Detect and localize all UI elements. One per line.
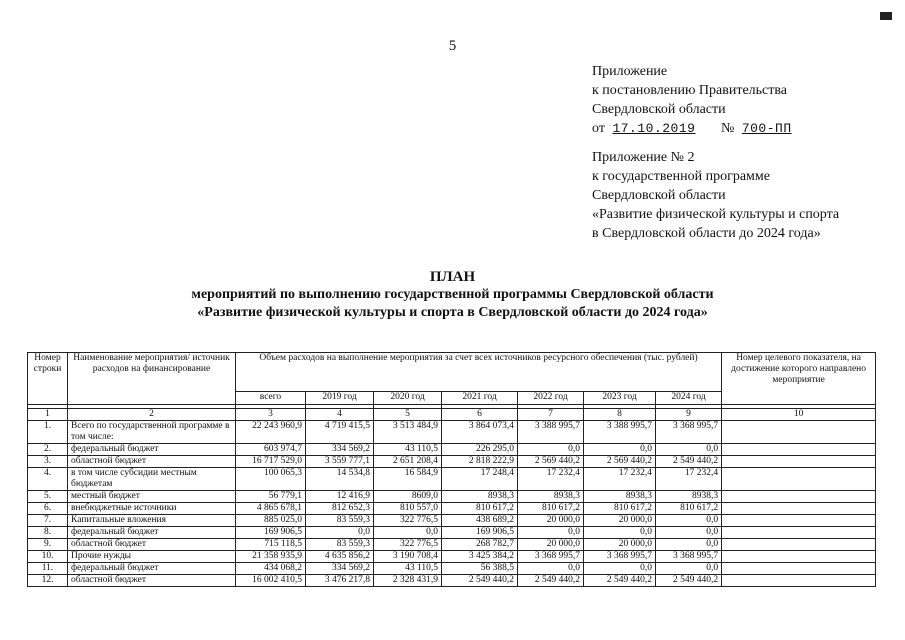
appendix-line: к постановлению Правительства	[592, 83, 788, 98]
year-2022-cell: 20 000,0	[518, 539, 584, 551]
year-2023-cell: 8938,3	[584, 491, 656, 503]
total-cell: 21 358 935,9	[236, 551, 306, 563]
table-row	[28, 551, 876, 563]
row-name-cell: областной бюджет	[68, 575, 236, 587]
row-number-cell: 10.	[28, 551, 68, 563]
appendix-line: Свердловской области	[592, 102, 726, 117]
year-2020-cell: 810 557,0	[374, 503, 442, 515]
table-row	[28, 468, 876, 491]
year-2019-cell: 334 569,2	[306, 444, 374, 456]
target-cell	[722, 551, 876, 563]
column-number-row	[28, 409, 876, 421]
row-name-cell: федеральный бюджет	[68, 527, 236, 539]
row-number-cell: 3.	[28, 456, 68, 468]
year-2024-cell: 17 232,4	[656, 468, 722, 491]
header-year-2022: 2022 год	[518, 392, 584, 405]
total-cell: 100 065,3	[236, 468, 306, 491]
header-volume: Объем расходов на выполнение мероприятия за счет всех источников ресурсного обеспечения (тыс. рублей)	[236, 353, 722, 392]
year-2020-cell: 43 110,5	[374, 444, 442, 456]
header-total: всего	[236, 392, 306, 405]
year-2023-cell: 0,0	[584, 444, 656, 456]
year-2021-cell: 2 549 440,2	[442, 575, 518, 587]
table-row	[28, 575, 876, 587]
total-cell: 22 243 960,9	[236, 421, 306, 444]
year-2021-cell: 226 295,0	[442, 444, 518, 456]
year-2020-cell: 0,0	[374, 527, 442, 539]
target-cell	[722, 539, 876, 551]
row-number-cell: 11.	[28, 563, 68, 575]
year-2019-cell: 14 534,8	[306, 468, 374, 491]
appendix-line: Приложение	[592, 64, 668, 79]
year-2021-cell: 810 617,2	[442, 503, 518, 515]
target-cell	[722, 563, 876, 575]
row-name-cell: Капитальные вложения	[68, 515, 236, 527]
table-row	[28, 515, 876, 527]
table-row	[28, 527, 876, 539]
year-2023-cell: 0,0	[584, 527, 656, 539]
year-2023-cell: 3 388 995,7	[584, 421, 656, 444]
year-2022-cell: 8938,3	[518, 491, 584, 503]
row-number-cell: 6.	[28, 503, 68, 515]
header-year-2020: 2020 год	[374, 392, 442, 405]
year-2022-cell: 0,0	[518, 563, 584, 575]
year-2023-cell: 20 000,0	[584, 539, 656, 551]
year-2022-cell: 3 388 995,7	[518, 421, 584, 444]
year-2020-cell: 3 190 708,4	[374, 551, 442, 563]
row-number-cell: 8.	[28, 527, 68, 539]
table-row	[28, 444, 876, 456]
document-title	[0, 268, 905, 322]
page-number: 5	[448, 38, 457, 54]
year-2021-cell: 169 906,5	[442, 527, 518, 539]
target-cell	[722, 468, 876, 491]
row-number-cell: 1.	[28, 421, 68, 444]
year-2022-cell: 810 617,2	[518, 503, 584, 515]
year-2022-cell: 2 549 440,2	[518, 575, 584, 587]
table-row	[28, 539, 876, 551]
title-subtitle: мероприятий по выполнению государственной программы Свердловской области	[191, 287, 714, 302]
header-year-2019: 2019 год	[306, 392, 374, 405]
year-2024-cell: 0,0	[656, 527, 722, 539]
year-2019-cell: 4 719 415,5	[306, 421, 374, 444]
row-name-cell: в том числе субсидии местным бюджетам	[68, 468, 236, 491]
title-plan: ПЛАН	[429, 269, 476, 285]
row-name-cell: областной бюджет	[68, 539, 236, 551]
target-cell	[722, 491, 876, 503]
table-row	[28, 491, 876, 503]
year-2022-cell: 3 368 995,7	[518, 551, 584, 563]
scan-corner-mark	[880, 12, 892, 20]
year-2023-cell: 810 617,2	[584, 503, 656, 515]
resolution-number: 700-ПП	[741, 121, 792, 136]
year-2021-cell: 2 818 222,9	[442, 456, 518, 468]
total-cell: 56 779,1	[236, 491, 306, 503]
column-number: 10	[722, 409, 876, 421]
row-name-cell: федеральный бюджет	[68, 563, 236, 575]
table-row	[28, 421, 876, 444]
year-2019-cell: 4 635 856,2	[306, 551, 374, 563]
header-year-2021: 2021 год	[442, 392, 518, 405]
row-number-cell: 5.	[28, 491, 68, 503]
total-cell: 885 025,0	[236, 515, 306, 527]
year-2023-cell: 2 569 440,2	[584, 456, 656, 468]
year-2024-cell: 0,0	[656, 444, 722, 456]
target-cell	[722, 515, 876, 527]
target-cell	[722, 456, 876, 468]
appendix-line: «Развитие физической культуры и спорта	[592, 207, 840, 222]
year-2021-cell: 3 425 384,2	[442, 551, 518, 563]
appendix-date-line	[592, 119, 802, 138]
column-number: 6	[442, 409, 518, 421]
year-2022-cell: 2 569 440,2	[518, 456, 584, 468]
year-2021-cell: 17 248,4	[442, 468, 518, 491]
year-2021-cell: 438 689,2	[442, 515, 518, 527]
appendix-program-block	[592, 148, 839, 243]
row-name-cell: Прочие нужды	[68, 551, 236, 563]
target-cell	[722, 503, 876, 515]
year-2019-cell: 3 559 777,1	[306, 456, 374, 468]
year-2020-cell: 322 776,5	[374, 539, 442, 551]
column-number: 4	[306, 409, 374, 421]
row-name-cell: местный бюджет	[68, 491, 236, 503]
appendix-line: Свердловской области	[592, 188, 726, 203]
total-cell: 715 118,5	[236, 539, 306, 551]
year-2022-cell: 17 232,4	[518, 468, 584, 491]
appendix-line: Приложение № 2	[592, 150, 695, 165]
total-cell: 603 974,7	[236, 444, 306, 456]
year-2022-cell: 0,0	[518, 527, 584, 539]
column-number: 7	[518, 409, 584, 421]
year-2024-cell: 0,0	[656, 515, 722, 527]
row-number-cell: 4.	[28, 468, 68, 491]
appendix-line: к государственной программе	[592, 169, 770, 184]
column-number: 1	[28, 409, 68, 421]
title-program-name: «Развитие физической культуры и спорта в Свердловской области до 2024 года»	[197, 305, 708, 320]
year-2019-cell: 83 559,3	[306, 515, 374, 527]
year-2022-cell: 20 000,0	[518, 515, 584, 527]
row-number-cell: 2.	[28, 444, 68, 456]
date-prefix: от	[592, 121, 605, 136]
year-2020-cell: 43 110,5	[374, 563, 442, 575]
year-2020-cell: 3 513 484,9	[374, 421, 442, 444]
year-2019-cell: 83 559,3	[306, 539, 374, 551]
plan-table-body	[28, 405, 876, 587]
year-2021-cell: 8938,3	[442, 491, 518, 503]
year-2019-cell: 3 476 217,8	[306, 575, 374, 587]
year-2024-cell: 3 368 995,7	[656, 551, 722, 563]
year-2020-cell: 2 328 431,9	[374, 575, 442, 587]
year-2024-cell: 8938,3	[656, 491, 722, 503]
year-2024-cell: 810 617,2	[656, 503, 722, 515]
header-row-number: Номер строки	[28, 353, 68, 405]
header-name: Наименование мероприятия/ источник расходов на финансирование	[68, 353, 236, 405]
column-number: 2	[68, 409, 236, 421]
year-2021-cell: 3 864 073,4	[442, 421, 518, 444]
total-cell: 16 002 410,5	[236, 575, 306, 587]
total-cell: 4 865 678,1	[236, 503, 306, 515]
year-2024-cell: 0,0	[656, 563, 722, 575]
year-2024-cell: 0,0	[656, 539, 722, 551]
plan-table	[27, 352, 876, 587]
header-year-2024: 2024 год	[656, 392, 722, 405]
resolution-date: 17.10.2019	[612, 121, 696, 136]
table-row	[28, 563, 876, 575]
year-2022-cell: 0,0	[518, 444, 584, 456]
column-number: 5	[374, 409, 442, 421]
row-number-cell: 7.	[28, 515, 68, 527]
header-target: Номер целевого показателя, на достижение которого направлено мероприятие	[722, 353, 876, 405]
appendix-resolution-block	[592, 62, 802, 138]
year-2024-cell: 2 549 440,2	[656, 575, 722, 587]
year-2023-cell: 17 232,4	[584, 468, 656, 491]
year-2023-cell: 3 368 995,7	[584, 551, 656, 563]
year-2023-cell: 20 000,0	[584, 515, 656, 527]
table-row	[28, 503, 876, 515]
table-row	[28, 456, 876, 468]
target-cell	[722, 575, 876, 587]
header-year-2023: 2023 год	[584, 392, 656, 405]
year-2020-cell: 2 651 208,4	[374, 456, 442, 468]
row-number-cell: 12.	[28, 575, 68, 587]
total-cell: 434 068,2	[236, 563, 306, 575]
year-2024-cell: 3 368 995,7	[656, 421, 722, 444]
year-2019-cell: 812 652,3	[306, 503, 374, 515]
year-2019-cell: 0,0	[306, 527, 374, 539]
total-cell: 16 717 529,0	[236, 456, 306, 468]
year-2023-cell: 0,0	[584, 563, 656, 575]
year-2020-cell: 16 584,9	[374, 468, 442, 491]
column-number: 3	[236, 409, 306, 421]
year-2023-cell: 2 549 440,2	[584, 575, 656, 587]
row-name-cell: внебюджетные источники	[68, 503, 236, 515]
target-cell	[722, 421, 876, 444]
year-2020-cell: 8609,0	[374, 491, 442, 503]
number-prefix: №	[720, 121, 735, 136]
total-cell: 169 906,5	[236, 527, 306, 539]
year-2024-cell: 2 549 440,2	[656, 456, 722, 468]
column-number: 8	[584, 409, 656, 421]
year-2020-cell: 322 776,5	[374, 515, 442, 527]
row-name-cell: федеральный бюджет	[68, 444, 236, 456]
column-number: 9	[656, 409, 722, 421]
target-cell	[722, 527, 876, 539]
year-2019-cell: 334 569,2	[306, 563, 374, 575]
target-cell	[722, 444, 876, 456]
year-2021-cell: 56 388,5	[442, 563, 518, 575]
row-name-cell: областной бюджет	[68, 456, 236, 468]
year-2021-cell: 268 782,7	[442, 539, 518, 551]
year-2019-cell: 12 416,9	[306, 491, 374, 503]
row-name-cell: Всего по государственной программе в том числе:	[68, 421, 236, 444]
row-number-cell: 9.	[28, 539, 68, 551]
appendix-line: в Свердловской области до 2024 года»	[592, 226, 821, 241]
